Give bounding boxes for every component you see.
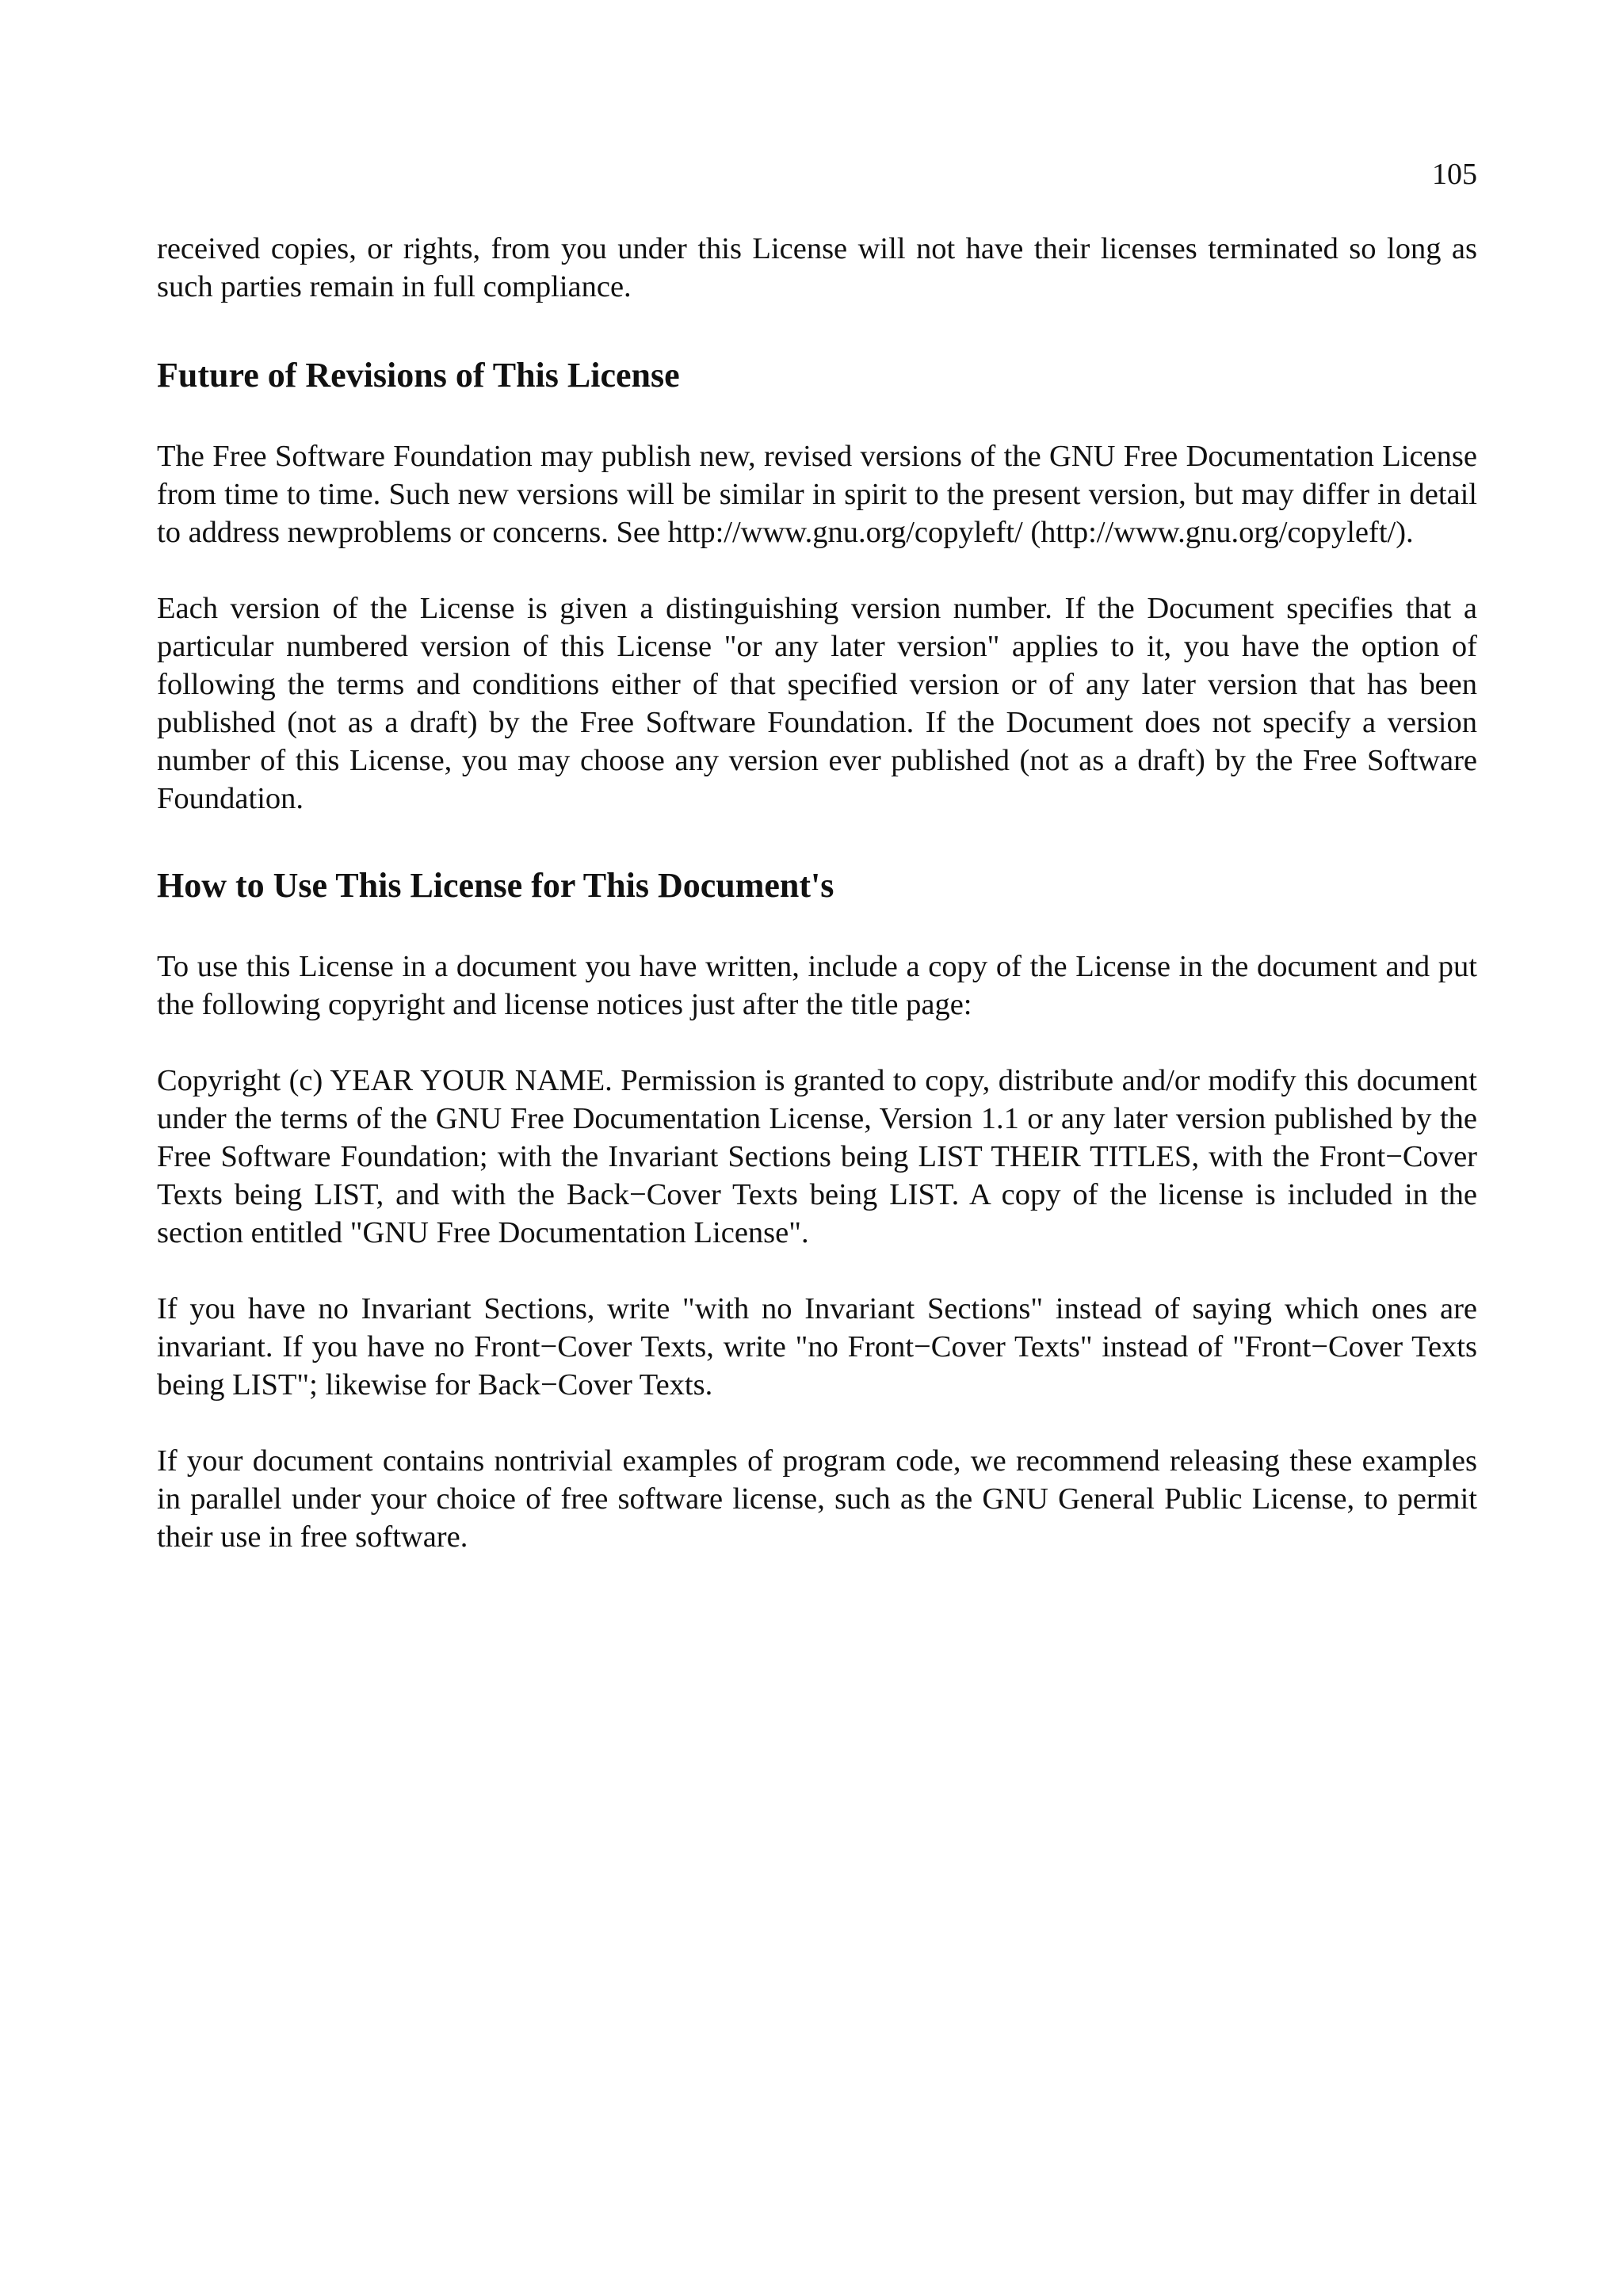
page-content [157,230,1477,1556]
section-heading-future-revisions: Future of Revisions of This License [157,356,680,395]
how-to-use-paragraph-1: To use this License in a document you have written, include a copy of the License in the document and put the following copyright and license notices just after the title page: [157,950,1477,1021]
program-code-paragraph: If your document contains nontrivial examples of program code, we recommend releasing these examples in parallel under your choice of free software license, such as the GNU General Public License, to permit their use in free software. [157,1444,1477,1554]
intro-paragraph: received copies, or rights, from you under this License will not have their licenses terminated so long as such parties remain in full compliance. [157,232,1477,303]
future-revisions-paragraph-1: The Free Software Foundation may publish new, revised versions of the GNU Free Documentation License from time to time. Such new versions will be similar in spirit to the present version, but may differ in detail to address newproblems or concerns. See http://www.gnu.org/copyleft/ (http://www.gnu.org/copyleft/). [157,440,1477,549]
section-heading-how-to-use: How to Use This License for This Document's [157,866,834,905]
copyright-notice-paragraph: Copyright (c) YEAR YOUR NAME. Permission is granted to copy, distribute and/or modify this document under the terms of the GNU Free Documentation License, Version 1.1 or any later version published by the Free Software Foundation; with the Invariant Sections being LIST THEIR TITLES, with the Front−Cover Texts being LIST, and with the Back−Cover Texts being LIST. A copy of the license is included in the section entitled "GNU Free Documentation License". [157,1064,1477,1249]
no-invariant-sections-paragraph: If you have no Invariant Sections, write "with no Invariant Sections" instead of saying which ones are invariant. If you have no Front−Cover Texts, write "no Front−Cover Texts" instead of "Front−Cover Texts being LIST"; likewise for Back−Cover Texts. [157,1292,1477,1402]
page-number: 105 [1432,158,1477,191]
future-revisions-paragraph-2: Each version of the License is given a distinguishing version number. If the Document specifies that a particular numbered version of this License "or any later version" applies to it, you have the option of following the terms and conditions either of that specified version or of any later version that has been published (not as a draft) by the Free Software Foundation. If the Document does not specify a version number of this License, you may choose any version ever published (not as a draft) by the Free Software Foundation. [157,592,1477,815]
